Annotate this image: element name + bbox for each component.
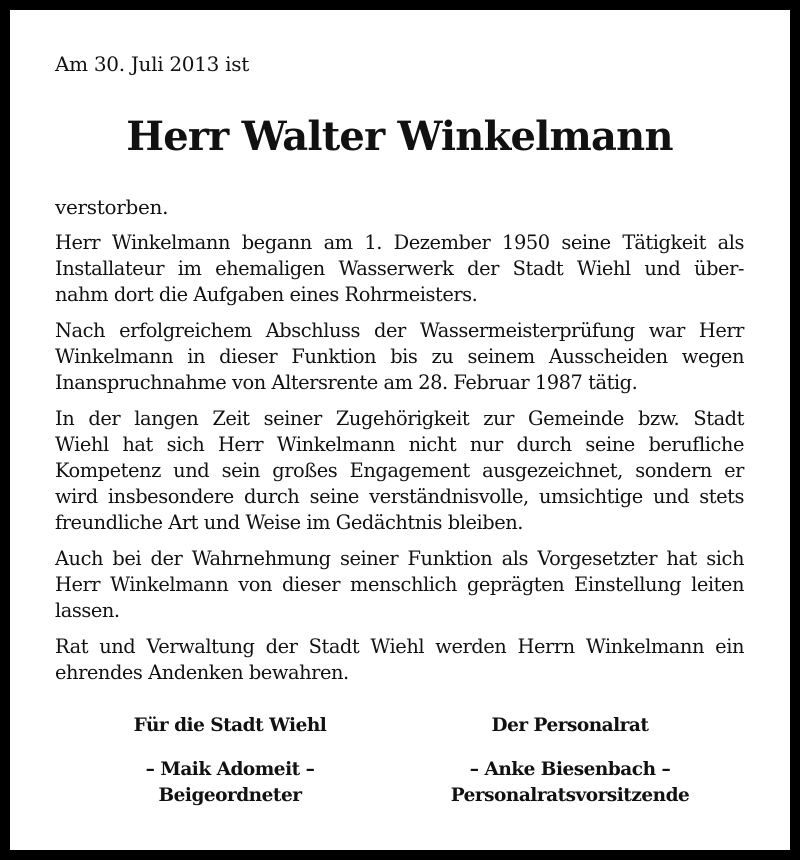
text-line: nahm dort die Aufgaben eines Rohrmeisters. [55,283,478,306]
signature-role: Personalratsvorsitzende [450,785,690,806]
text-line: Rat und Verwaltung der Stadt Wiehl werden Herrn Winkelmann ein [55,635,744,658]
text-line: lassen. [55,599,120,622]
paragraph-supervisor [55,546,744,624]
text-line: Inanspruchnahme von Altersrente am 28. Februar 1987 tätig. [55,371,638,394]
intro-text: Am 30. Juli 2013 ist [55,52,249,76]
signature-person: – Maik Adomeit – [145,759,315,780]
text-line: ehrendes Andenken bewahren. [55,661,349,684]
text-line: Kompetenz und sein großes Engagement ausgezeichnet, sondern er [55,459,744,482]
text-line: Auch bei der Wahrnehmung seiner Funktion als Vorgesetzter hat sich [55,547,744,570]
died-text: verstorben. [55,195,169,219]
paragraph-tribute [55,406,744,536]
signature-role: Beigeordneter [158,785,302,806]
signature-staff-council [420,713,720,809]
deceased-name: Herr Walter Winkelmann [126,113,673,160]
text-line: Herr Winkelmann begann am 1. Dezember 1950 seine Tätigkeit als [55,231,744,254]
signature-organization: Der Personalrat [491,715,649,736]
text-line: Installateur im ehemaligen Wasserwerk der Stadt Wiehl und über- [55,257,744,280]
signature-person: – Anke Biesenbach – [469,759,671,780]
text-line: wird insbesondere durch seine verständnisvolle, umsichtige und stets [55,485,744,508]
obituary-notice [10,10,790,850]
text-line: Wiehl hat sich Herr Winkelmann nicht nur durch seine berufliche [55,433,744,456]
paragraph-career-end [55,318,744,396]
text-line: Herr Winkelmann von dieser menschlich geprägten Einstellung leiten [55,573,744,596]
text-line: Nach erfolgreichem Abschluss der Wassermeisterprüfung war Herr [55,319,744,342]
text-line: In der langen Zeit seiner Zugehörigkeit zur Gemeinde bzw. Stadt [55,407,744,430]
notice-body [55,230,744,696]
text-line: Winkelmann in dieser Funktion bis zu seinem Ausscheiden wegen [55,345,744,368]
paragraph-remembrance [55,634,744,686]
signature-organization: Für die Stadt Wiehl [133,715,327,736]
paragraph-career-start [55,230,744,308]
text-line: freundliche Art und Weise im Gedächtnis bleiben. [55,511,523,534]
signature-city [130,713,330,809]
